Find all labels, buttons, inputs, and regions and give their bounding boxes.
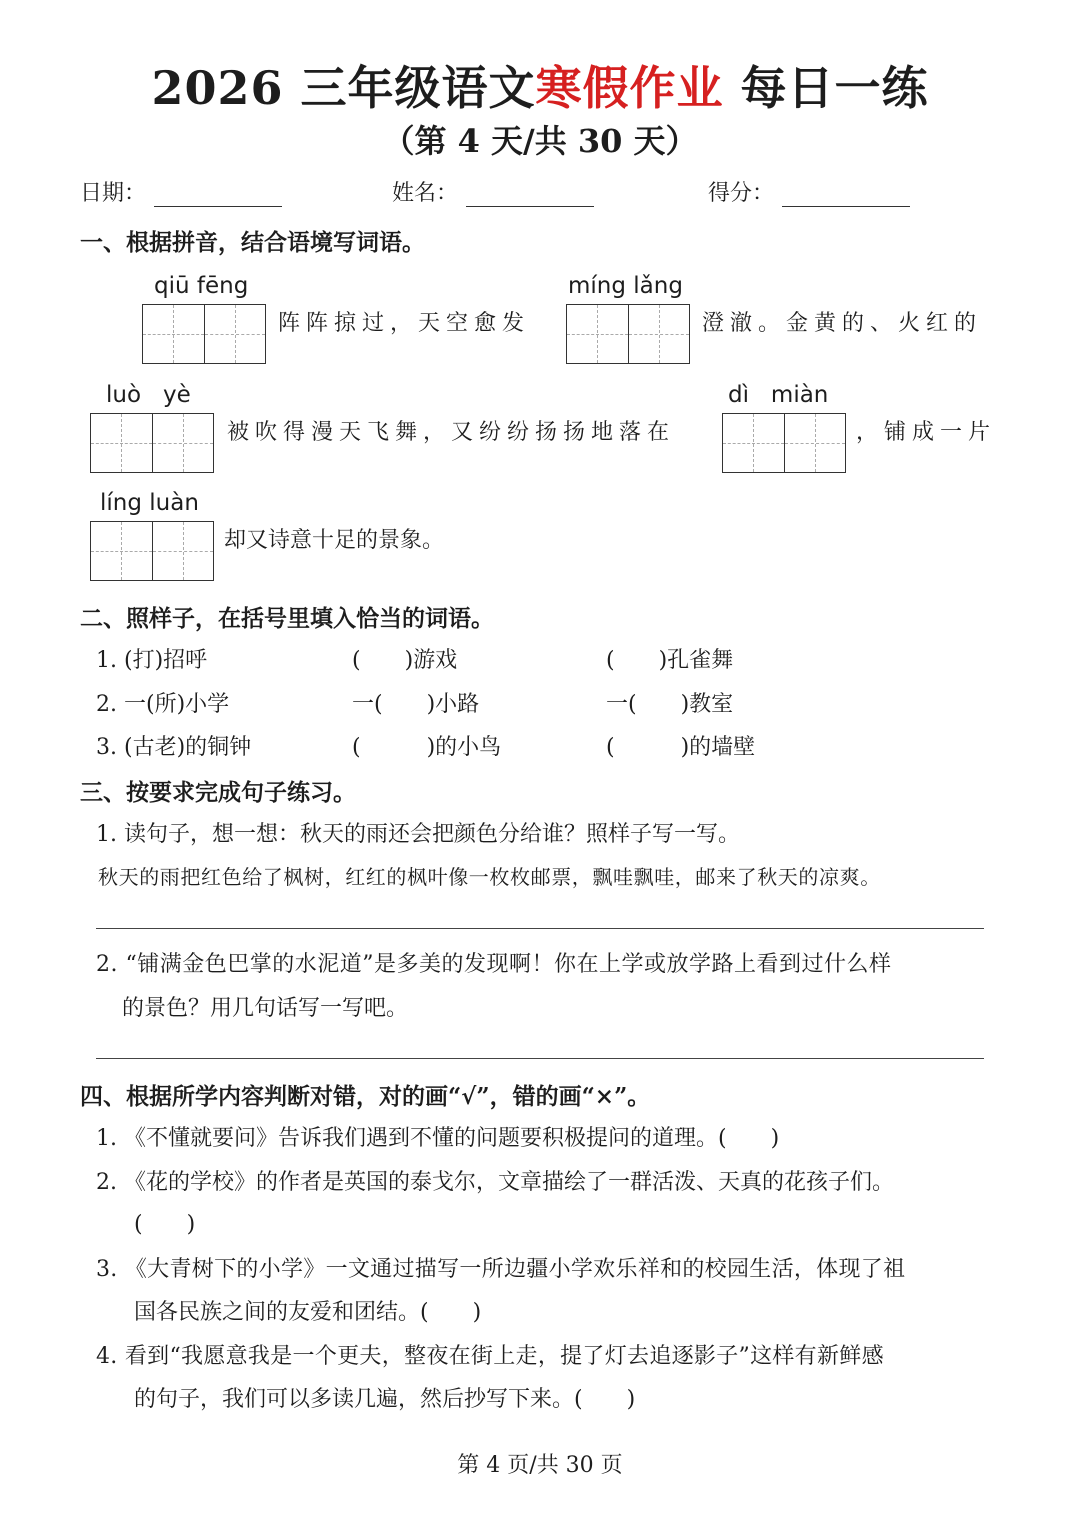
- section4-heading: 四、根据所学内容判断对错，对的画“√”，错的画“×”。: [80, 1083, 651, 1110]
- judge-item-2: 2. 《花的学校》的作者是英国的泰戈尔，文章描绘了一群活泼、天真的花孩子们。: [96, 1170, 894, 1195]
- fill-item[interactable]: 一( )小路: [352, 692, 480, 717]
- sentence-part-4: ，铺成一片: [856, 420, 997, 445]
- fill-item[interactable]: 一( )教室: [606, 692, 734, 717]
- tianzige-box-3[interactable]: [90, 413, 214, 473]
- judge-item-1: 1. 《不懂就要问》告诉我们遇到不懂的问题要积极提问的道理。( ): [96, 1126, 780, 1151]
- date-blank[interactable]: [154, 182, 282, 207]
- section3-heading: 三、按要求完成句子练习。: [80, 779, 356, 806]
- page-subtitle: （第 4 天/共 30 天）: [382, 122, 698, 160]
- score-label: 得分：: [708, 181, 775, 206]
- example-sentence: 秋天的雨把红色给了枫树，红红的枫叶像一枚枚邮票，飘哇飘哇，邮来了秋天的凉爽。: [98, 865, 881, 889]
- tianzige-box-2[interactable]: [566, 304, 690, 364]
- pinyin-luoye: luò yè: [106, 382, 191, 408]
- score-blank[interactable]: [782, 182, 910, 207]
- score-field: [708, 176, 910, 207]
- section2-heading: 二、照样子，在括号里填入恰当的词语。: [80, 605, 494, 632]
- name-label: 姓名：: [392, 181, 459, 206]
- pinyin-qiufeng: qiū fēng: [154, 273, 249, 299]
- answer-line-2[interactable]: [96, 1058, 984, 1059]
- page-footer: 第 4 页/共 30 页: [457, 1453, 623, 1478]
- judge-item-4-cont: 的句子，我们可以多读几遍，然后抄写下来。( ): [134, 1387, 636, 1412]
- pinyin-dimian: dì miàn: [728, 382, 829, 408]
- fill-item: 2. 一(所)小学: [96, 692, 230, 717]
- fill-item[interactable]: ( )的墙壁: [606, 735, 756, 760]
- sentence-part-5: 却又诗意十足的景象。: [224, 528, 445, 553]
- tianzige-box-5[interactable]: [90, 521, 214, 581]
- sentence-part-2: 澄澈。金黄的、火红的: [702, 311, 983, 336]
- page-title: [0, 52, 1080, 118]
- question-3-1: 1. 读句子，想一想：秋天的雨还会把颜色分给谁？照样子写一写。: [96, 822, 740, 847]
- fill-item: 3. (古老)的铜钟: [96, 735, 252, 760]
- name-field: [392, 176, 594, 207]
- fill-item[interactable]: ( )的小鸟: [352, 735, 502, 760]
- pinyin-lingluan: líng luàn: [100, 490, 199, 516]
- judge-item-4: 4. 看到“我愿意我是一个更夫，整夜在街上走，提了灯去追逐影子”这样有新鲜感: [96, 1344, 884, 1369]
- fill-item[interactable]: ( )孔雀舞: [606, 648, 734, 673]
- title-text: 2026 三年级语文: [151, 61, 536, 115]
- judge-item-3: 3. 《大青树下的小学》一文通过描写一所边疆小学欢乐祥和的校园生活，体现了祖: [96, 1257, 906, 1282]
- tianzige-box-4[interactable]: [722, 413, 846, 473]
- fill-item[interactable]: ( )游戏: [352, 648, 458, 673]
- title-highlight: 寒假作业: [535, 61, 724, 115]
- fill-item: 1. (打)招呼: [96, 648, 208, 673]
- answer-line-1[interactable]: [96, 928, 984, 929]
- title-text-end: 每日一练: [723, 61, 929, 115]
- pinyin-minglang: míng lǎng: [568, 273, 683, 299]
- date-field: [80, 176, 282, 207]
- name-blank[interactable]: [466, 182, 594, 207]
- judge-item-3-cont: 国各民族之间的友爱和团结。( ): [134, 1300, 482, 1325]
- date-label: 日期：: [80, 181, 147, 206]
- sentence-part-3: 被吹得漫天飞舞，又纷纷扬扬地落在: [227, 420, 676, 445]
- section1-heading: 一、根据拼音，结合语境写词语。: [80, 229, 425, 256]
- question-3-2: 2. “铺满金色巴掌的水泥道”是多美的发现啊！你在上学或放学路上看到过什么样: [96, 952, 892, 977]
- tianzige-box-1[interactable]: [142, 304, 266, 364]
- sentence-part-1: 阵阵掠过，天空愈发: [278, 311, 531, 336]
- judge-item-2-bracket[interactable]: ( ): [134, 1212, 196, 1237]
- question-3-2-cont: 的景色？用几句话写一写吧。: [122, 996, 409, 1021]
